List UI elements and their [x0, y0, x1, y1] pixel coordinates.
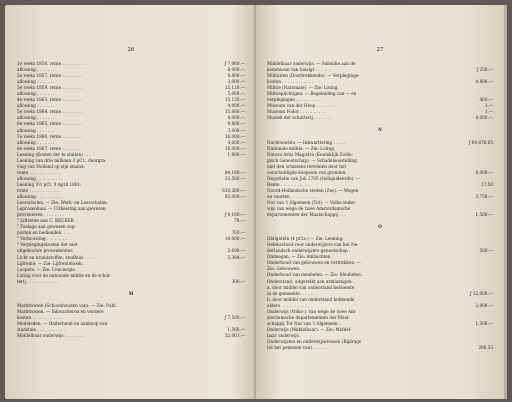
entry-amount: 33,500.—	[224, 175, 245, 181]
entry-text: aflossing . . . . . . .	[17, 103, 55, 109]
entry-text: Negotiatie van Juli 1795 (Geliquideerde). —	[267, 175, 361, 181]
entry-amount: ƒ 7,500.—	[224, 314, 245, 320]
entry-amount: 4,000.—	[227, 115, 245, 121]
entry-text: rente . . . . . . . . . . . .	[17, 187, 61, 193]
entry-text: a. door middel van onderstand hebbende	[267, 284, 355, 290]
entry-text: aflossing . . . . . . .	[17, 67, 55, 73]
entry-text: aflossing . . . . . . .	[17, 139, 55, 145]
entry-text: 8e reeks 1867, rente . . . . . . . .	[17, 145, 83, 151]
entry-text: Marktwezen. — Inkwartieren en verdere	[17, 308, 104, 314]
entry-text: Leening 3½ pCt. 9 April 1861:	[17, 181, 82, 187]
ledger-entry	[267, 345, 493, 351]
entry-amount: 15,680.—	[224, 109, 245, 115]
entry-text: schappij Tot Nut van 't Algemeen. .	[267, 320, 342, 326]
section-heading: O	[378, 224, 382, 230]
entry-amount: ƒ 7,060.—	[224, 61, 245, 66]
entry-text: verschuldigde koopsom van gronden.	[267, 169, 347, 175]
section-heading: N	[378, 127, 382, 133]
entry-text: Rente . . . . . . . . . . . .	[267, 181, 312, 187]
left-page	[17, 5, 245, 399]
entry-text: Onderwijzers en onderwijzeressen (Bijdrage	[267, 338, 362, 344]
entry-text: departementen der Maatschappij . . .	[267, 212, 346, 218]
entry-text: kosten . . . . . . . . . . . .	[17, 314, 64, 320]
entry-text: aflossing . . . . . . .	[17, 127, 55, 133]
entry-amount: 8,000.—	[227, 67, 245, 73]
entry-text: Militie (Nationale). — Zie: Loting.	[267, 85, 339, 91]
section-heading: M	[128, 290, 134, 296]
entry-amount: 2,608.—	[227, 248, 245, 254]
entry-text: stadsluis . . . . . . . . . . .	[17, 326, 65, 332]
entry-amount: 3,000.—	[227, 127, 245, 133]
entry-text: Ommegan. — Zie: Ambachten.	[267, 254, 332, 260]
entry-amount: 70.—	[234, 218, 245, 224]
entry-text: terij . . . . . . . . . . . .	[17, 278, 58, 284]
entry-text: aflossing . . . . . . . . . .	[17, 175, 63, 181]
entry-text: uitgekochte provenierster.	[17, 248, 74, 254]
entry-amount: 3,750.—	[475, 193, 493, 199]
entry-amount: 32,001.—	[224, 333, 245, 339]
entry-text: Marktwezen (Schoonhouden van). — Zie: Publ.	[17, 302, 117, 308]
entry-text: wijs van wege de twee Amsterdamsche	[267, 206, 351, 212]
entry-amount: 5,000.—	[227, 91, 245, 97]
entry-amount: 1.—	[484, 109, 493, 115]
entry-text: tot het pensioen van) . . . . . .	[267, 345, 328, 351]
entry-text: posten en bedienden. . .	[17, 230, 68, 236]
entry-amount: 9,800.—	[227, 73, 245, 79]
entry-amount: 3,000.—	[227, 79, 245, 85]
entry-text: Museum Fodor . . . . . . . . . .	[267, 109, 326, 115]
entry-text: Leening van drie millioen 3 pCt., doorgra-	[17, 157, 107, 163]
entry-text: sterdamsche departementen der Maat-	[267, 314, 351, 320]
entry-amount: 500.—	[479, 248, 493, 254]
entry-text: " Liftrente aan C. BECKER. .	[17, 218, 78, 224]
page-edge	[504, 5, 507, 399]
entry-amount: ƒ 250.—	[476, 67, 493, 73]
ledger-entry	[267, 212, 493, 218]
entry-text: baar onderwijs.	[267, 332, 301, 338]
entry-text: elders . . . . . . . . . .	[267, 302, 307, 308]
entry-text: Lijfrente. — Zie: Lijfrenteboek.	[17, 260, 83, 266]
entry-amount: 2,000.—	[475, 302, 493, 308]
ledger-entry	[267, 115, 493, 121]
entry-amount: 15,120.—	[224, 85, 245, 91]
entry-text: Nationale militie. — Zie: Loting.	[267, 145, 336, 151]
entry-amount: 84,180.—	[224, 169, 245, 175]
entry-text: Onderstand, uitgereikt aan armlastigen:	[267, 278, 353, 284]
page-number: 26	[127, 47, 135, 53]
entry-amount: 16,000.—	[224, 133, 245, 139]
entry-amount: 17.50	[481, 181, 493, 187]
book-fold	[254, 5, 256, 399]
entry-amount: ƒ 12,000.—	[469, 290, 493, 296]
entry-amount: 1,560.—	[227, 326, 245, 332]
entry-amount: ƒ 9,100.—	[224, 212, 245, 218]
entry-text: Natura Artis Magistra (Koninklijk Zoölo-	[267, 151, 353, 157]
entry-text: b. door middel van onderstand hebbende	[267, 296, 355, 302]
entry-text: Onderwijs (Volks-), van wege de twee Am-	[267, 308, 357, 314]
entry-amount: 400.—	[479, 97, 493, 103]
entry-text: Oefenschool voor onderwijzers van het Ne-	[267, 242, 359, 248]
entry-text: Onderwijs (Middelbaar). — Zie: Middel-	[267, 326, 352, 332]
entry-amount: 6,000.—	[475, 169, 493, 175]
entry-amount: 5,384.—	[227, 254, 245, 260]
entry-text: kommissie van toezigt . . . . . .	[267, 67, 331, 73]
section-letter	[17, 291, 245, 297]
entry-amount: 610,260.—	[222, 187, 245, 193]
entry-text: Museum van der Hoop . . . . . . .	[267, 103, 335, 109]
entry-text: Nut van 't Algemeen (Tot). — Volks-onder-	[267, 199, 357, 205]
section-letter	[267, 127, 493, 133]
entry-text: Noord-Hollandsche steden (Zes). — Wegen	[267, 187, 359, 193]
entry-text: Middelbaar onderwijs. — Subsidie aan de	[267, 61, 356, 66]
book-spread	[5, 5, 507, 399]
entry-text: in de gemeente. . . . . . .	[267, 290, 318, 296]
entry-amount: 92,000.—	[224, 194, 245, 200]
entry-amount: 1,800.—	[227, 151, 245, 157]
entry-amount: 10,000.—	[224, 236, 245, 242]
entry-amount: 1,500.—	[475, 212, 493, 218]
entry-text: aflossing . . . . . . .	[17, 115, 55, 121]
ledger-entry	[17, 333, 245, 339]
entry-text: 1e reeks 1856, rente . . . . . . . . .	[17, 61, 86, 66]
entry-text: Loopers. — Zie: Conciergie.	[17, 266, 77, 272]
entry-text: " Toelage aan gewezen sup-	[17, 224, 76, 230]
entry-amount: 760.—	[231, 230, 245, 236]
entry-text: en vaarten . . . . . . . . . .	[267, 193, 317, 199]
entry-amount: 9,800.—	[227, 121, 245, 127]
entry-text: Nachtwachts. — Inkwartiering . . . . .	[267, 139, 346, 145]
entry-text: aflossing . . . . . . .	[17, 91, 55, 97]
ledger-lines	[17, 61, 245, 339]
entry-amount: 18,000.—	[224, 145, 245, 151]
section-letter	[267, 224, 493, 230]
page-number: 27	[376, 47, 384, 53]
entry-amount: 15,120.—	[224, 97, 245, 103]
entry-text: Onderhoud van meubelen. — Zie: Meubelen.	[267, 272, 363, 278]
entry-text: 6e reeks 1865, rente . . . . . . . .	[17, 121, 83, 127]
entry-text: Leprozenhuis. — Uitkeering aan gewezen	[17, 206, 106, 212]
entry-text: Muziek der schutterij . . . . . . .	[267, 115, 332, 121]
entry-text: rente . . . . . . . . . . . .	[17, 169, 61, 175]
entry-amount: 4,000.—	[475, 115, 493, 121]
entry-text: derlandsch onderwijzers-genootschap .	[267, 248, 351, 254]
entry-text: Leening (Kosten der te sluiten) . . .	[17, 151, 91, 157]
entry-text: 3e reeks 1859, rente . . . . . . . .	[17, 85, 83, 91]
entry-amount: 1,300.—	[475, 320, 493, 326]
entry-text: Militairen (Doortrekkende). — Verpleginge-	[267, 73, 360, 79]
entry-text: gisch Genootschap). — Schadeloosstelling	[267, 157, 357, 163]
entry-text: aflossing . . . . . . .	[17, 79, 55, 85]
entry-text: Militieplichtigen. — Begeleiding van — en	[267, 91, 357, 97]
entry-text: provenieren . . . . . . . .	[17, 212, 65, 218]
entry-text: kosten . . . . . . . . . . . .	[267, 79, 314, 85]
entry-text: Leerscholen. — Zie: Werk- en Leerscholen.	[17, 200, 109, 206]
entry-text: Zie: Gebouwen.	[267, 266, 301, 272]
entry-text: Obligatiën (4 pCts.) — Zie: Leening.	[267, 236, 344, 242]
entry-amount: 300.—	[231, 278, 245, 284]
entry-amount: ƒ 64,876.05	[468, 139, 493, 145]
entry-amount: 4,000.—	[227, 103, 245, 109]
entry-text: niet den schietens terreinen door het	[267, 163, 347, 169]
entry-text: verplegingen . . . . . . . . .	[267, 97, 319, 103]
entry-text: Middelbaar onderwijs. . . . . . . .	[17, 333, 84, 339]
entry-text: Licht en brandstoffen, stadhuis . . . .	[17, 254, 94, 260]
ledger-lines	[267, 61, 493, 351]
entry-text: 5e reeks 1864, rente . . . . . . . .	[17, 109, 83, 115]
entry-text: Loting voor de nationale militie en de schut-	[17, 272, 112, 278]
entry-text: 7e reeks 1866, rente . . . . . . . .	[17, 133, 83, 139]
entry-amount: 4,000.—	[227, 139, 245, 145]
entry-text: aflossing . . . . . . . . . .	[17, 194, 63, 200]
entry-text: 4e reeks 1863, rente . . . . . . . .	[17, 97, 83, 103]
right-page	[267, 5, 493, 399]
entry-amount: 4,800.—	[475, 79, 493, 85]
entry-text: " Verbouwing . . . . . . . .	[17, 236, 67, 242]
entry-text: Medeleden. — Onderhoud en aankoop van	[17, 320, 108, 326]
entry-amount: 290.33	[478, 345, 493, 351]
ledger-entry	[17, 279, 245, 285]
entry-text: Onderhoud van gebouwen en vertrekken. —	[267, 260, 361, 266]
entry-text: ving van Holland op zijn smalst:	[17, 163, 85, 169]
entry-text: 2e reeks 1857, rente . . . . . . . .	[17, 73, 83, 79]
entry-text: " Verplegingskosten der niet	[17, 242, 78, 248]
entry-amount: 1.—	[484, 103, 493, 109]
